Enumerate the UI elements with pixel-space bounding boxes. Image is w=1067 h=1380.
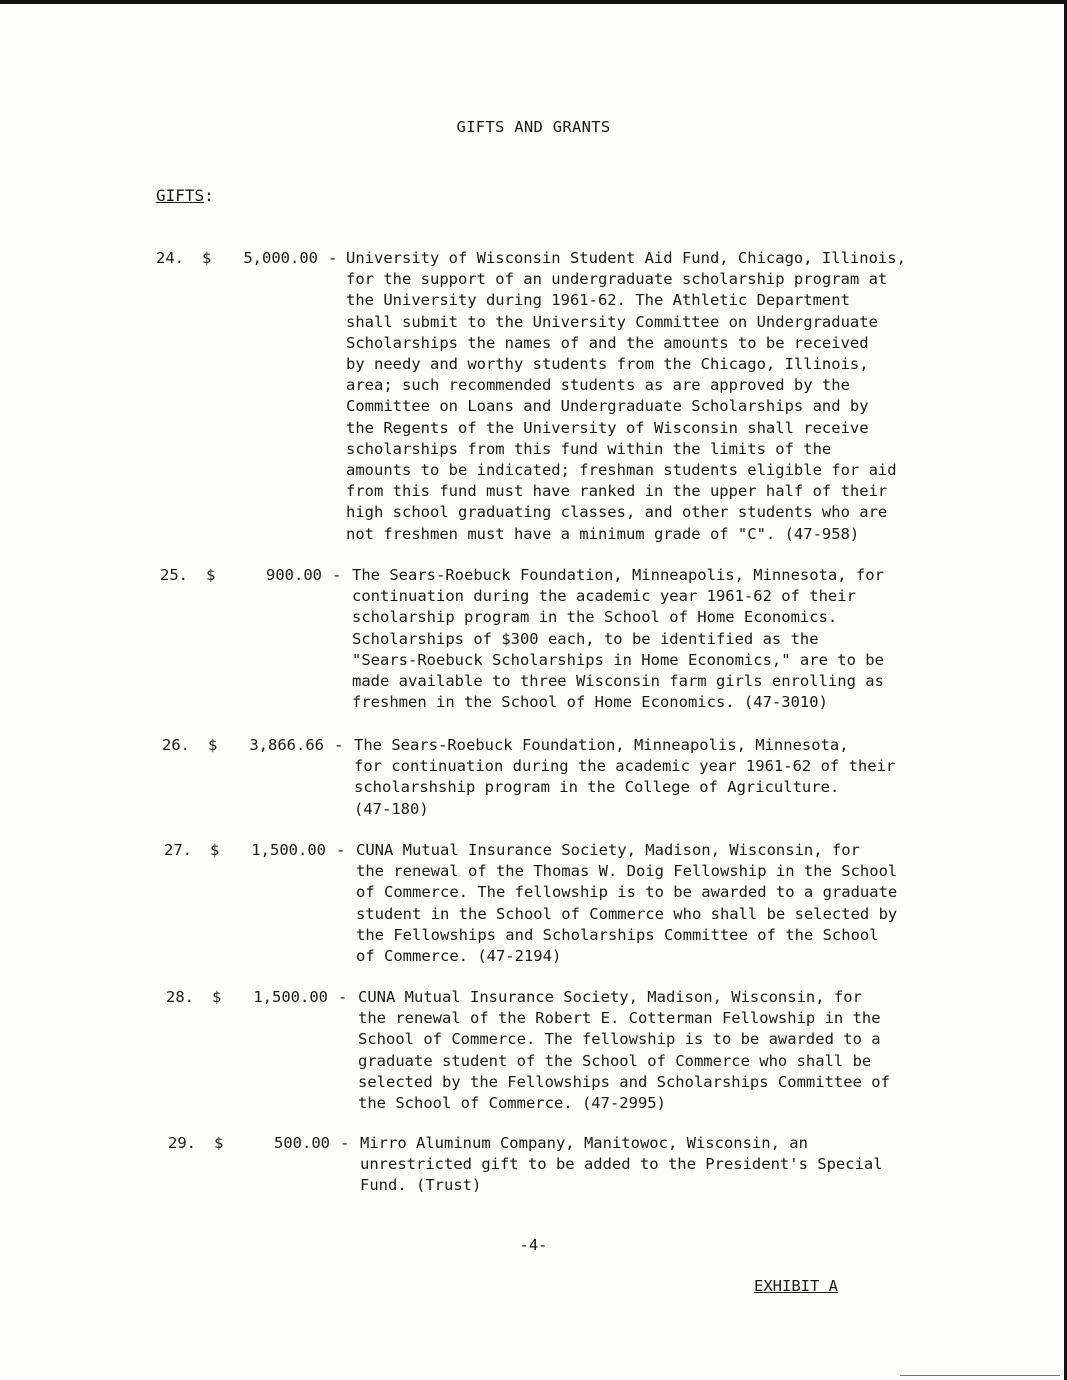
entry-number: 24. [156,249,184,267]
entry-amount: 900.00 [266,566,322,584]
scan-border-bottom [900,1375,1060,1376]
entry-number: 25. [160,566,188,584]
description-line: the renewal of the Robert E. Cotterman Fellowship in the [358,1009,881,1028]
description-line: made available to three Wisconsin farm girls enrolling as [352,672,884,691]
section-suffix: : [204,186,214,205]
description-line: the School of Commerce. (47-2995) [358,1094,666,1113]
entry-currency: $ [202,249,212,267]
description-line: from this fund must have ranked in the upper half of their [346,482,888,501]
entry-dash: - [338,988,348,1006]
entry-dash: - [340,1134,350,1152]
description-line: the renewal of the Thomas W. Doig Fellowship in the School [356,862,898,881]
entry-number: 29. [168,1134,196,1152]
entry-amount: 3,866.66 [249,736,324,754]
entry-currency: $ [206,566,216,584]
description-line: University of Wisconsin Student Aid Fund, Chicago, Illinois, [346,249,906,267]
description-line: the Regents of the University of Wisconsin shall receive [346,418,869,437]
entry-currency: $ [208,736,218,754]
entry-dash: - [328,249,338,267]
entry-currency: $ [210,841,220,859]
section-label: GIFTS [156,186,205,205]
description-line: scholarships from this fund within the limits of the [346,439,832,458]
entry-dash: - [332,566,342,584]
description-line: high school graduating classes, and other students who are [346,503,888,522]
description-line: by needy and worthy students from the Chicago, Illinois, [346,355,869,374]
description-line: unrestricted gift to be added to the President's Special [360,1155,883,1174]
document-title: GIFTS AND GRANTS [456,118,611,136]
scan-border-top [0,0,1067,4]
description-line: selected by the Fellowships and Scholarships Committee of [358,1072,890,1091]
description-line: area; such recommended students as are approved by the [346,376,850,395]
description-line: for the support of an undergraduate scholarship program at [346,270,888,289]
entry-dash: - [336,841,346,859]
description-line: for continuation during the academic year 1961-62 of their [354,757,896,776]
entry-description [360,1133,990,1197]
description-line: Committee on Loans and Undergraduate Scholarships and by [346,397,869,416]
exhibit-label: EXHIBIT A [754,1277,838,1295]
entry-description [352,565,982,713]
entry-description [354,735,984,820]
description-line: student in the School of Commerce who shall be selected by [356,904,898,923]
description-line: The Sears-Roebuck Foundation, Minneapolis, Minnesota, [354,736,849,754]
entry-number: 28. [166,988,194,1006]
description-line: Scholarships the names of and the amounts to be received [346,333,869,352]
entry-amount: 5,000.00 [243,249,318,267]
entry-currency: $ [212,988,222,1006]
entry-amount: 1,500.00 [251,841,326,859]
entry-number: 26. [162,736,190,754]
description-line: freshmen in the School of Home Economics. (47-3010) [352,693,828,712]
description-line: scholarship program in the School of Home Economics. [352,608,838,627]
description-line: CUNA Mutual Insurance Society, Madison, Wisconsin, for [358,988,862,1006]
entry-currency: $ [214,1134,224,1152]
description-line: Fund. (Trust) [360,1176,482,1195]
description-line: The Sears-Roebuck Foundation, Minneapolis, Minnesota, for [352,566,884,584]
description-line: continuation during the academic year 1961-62 of their [352,587,856,606]
description-line: "Sears-Roebuck Scholarships in Home Economics," are to be [352,650,884,669]
description-line: graduate student of the School of Commerce who shall be [358,1051,872,1070]
description-line: CUNA Mutual Insurance Society, Madison, Wisconsin, for [356,841,860,859]
section-heading [156,186,214,205]
description-line: shall submit to the University Committee on Undergraduate [346,312,878,331]
entry-amount: 500.00 [274,1134,330,1152]
page-number: -4- [519,1236,548,1254]
entry-description [346,248,976,545]
entry-description [356,840,986,967]
description-line: School of Commerce. The fellowship is to be awarded to a [358,1030,881,1049]
description-line: the Fellowships and Scholarships Committee of the School [356,925,879,944]
description-line: Scholarships of $300 each, to be identified as the [352,629,819,648]
entry-dash: - [334,736,344,754]
description-line: of Commerce. (47-2194) [356,947,562,966]
description-line: amounts to be indicated; freshman students eligible for aid [346,461,897,480]
description-line: of Commerce. The fellowship is to be awarded to a graduate [356,883,898,902]
description-line: Mirro Aluminum Company, Manitowoc, Wisconsin, an [360,1134,808,1152]
description-line: the University during 1961-62. The Athletic Department [346,291,850,310]
entry-amount: 1,500.00 [253,988,328,1006]
description-line: not freshmen must have a minimum grade of "C". (47-958) [346,524,860,543]
entry-description [358,987,988,1114]
description-line: (47-180) [354,799,429,818]
description-line: scholarshship program in the College of Agriculture. [354,778,840,797]
entry-number: 27. [164,841,192,859]
